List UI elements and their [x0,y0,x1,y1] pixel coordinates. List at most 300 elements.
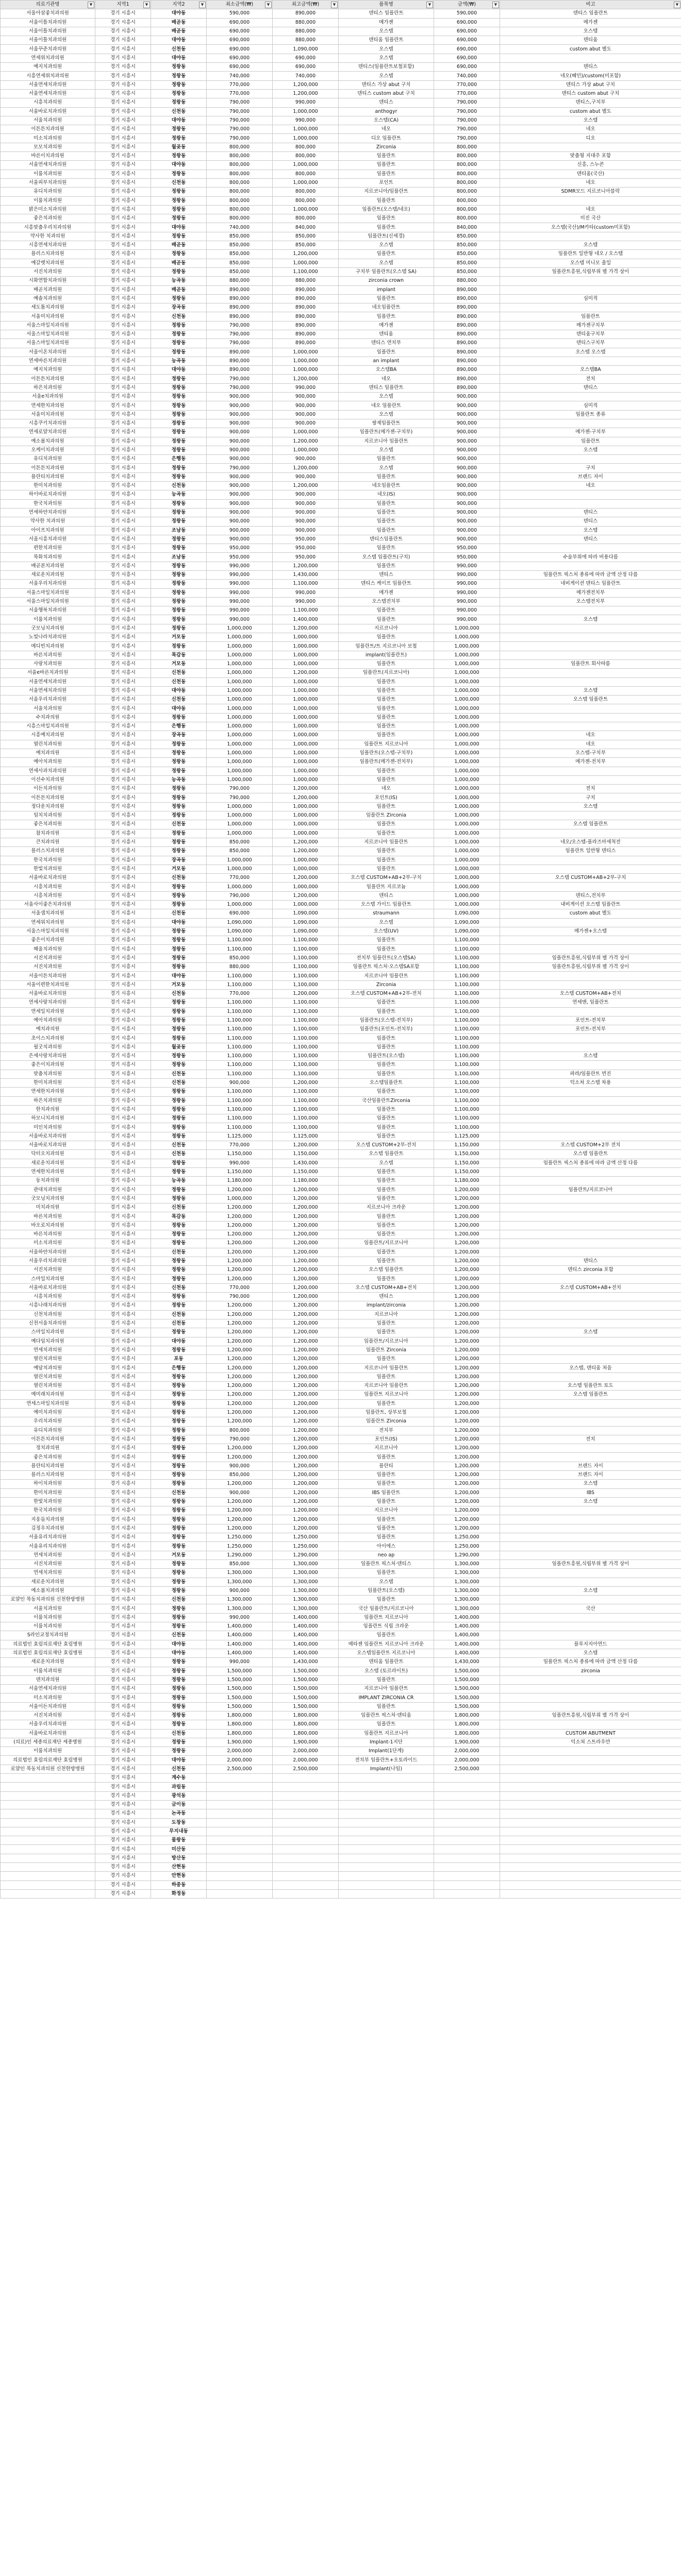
price-cell[interactable]: 1,200,000 [434,1364,500,1372]
region2-cell[interactable]: 거모동 [151,980,207,989]
clinic-name-cell[interactable]: 플러스치과의원 [1,1470,95,1479]
price-cell[interactable]: 1,090,000 [434,909,500,918]
max-price-cell[interactable]: 1,000,000 [273,134,339,143]
note-cell[interactable]: 파라/임플란트 면진 [500,1070,681,1078]
item-cell[interactable]: 지르코니아/임플란트 [339,188,434,196]
note-cell[interactable] [500,1578,681,1586]
region2-cell[interactable]: 신천동 [151,1248,207,1257]
clinic-name-cell[interactable]: 하은치과의원 [1,383,95,392]
clinic-name-cell[interactable]: 예담치과의원 [1,1364,95,1372]
item-cell[interactable]: 국산 임플란트/지르코니아 [339,1604,434,1613]
region2-cell[interactable]: 정왕동 [151,740,207,749]
clinic-name-cell[interactable]: 이튼튼치과의원 [1,793,95,802]
max-price-cell[interactable]: 950,000 [273,544,339,553]
min-price-cell[interactable]: 990,000 [207,562,273,570]
clinic-name-cell[interactable]: 배곧치과의원 [1,285,95,294]
region1-cell[interactable]: 경기 시흥시 [95,677,151,686]
item-cell[interactable]: 임플란트 [339,865,434,873]
item-cell[interactable]: 오스템 CUSTOM+AB+전치 [339,1283,434,1292]
region2-cell[interactable]: 장곡동 [151,856,207,865]
max-price-cell[interactable]: 800,000 [273,143,339,151]
region2-cell[interactable]: 정왕동 [151,401,207,410]
min-price-cell[interactable]: 1,200,000 [207,1275,273,1283]
price-cell[interactable]: 1,000,000 [434,722,500,731]
max-price-cell[interactable]: 1,200,000 [273,1515,339,1524]
min-price-cell[interactable]: 1,100,000 [207,936,273,945]
price-cell[interactable] [434,1809,500,1818]
note-cell[interactable] [500,1702,681,1711]
min-price-cell[interactable] [207,1774,273,1783]
region1-cell[interactable]: 경기 시흥시 [95,1248,151,1257]
region1-cell[interactable]: 경기 시흥시 [95,1372,151,1381]
region1-cell[interactable]: 경기 시흥시 [95,1185,151,1194]
item-cell[interactable]: 포인트(IS) [339,793,434,802]
price-cell[interactable]: 1,100,000 [434,1052,500,1061]
column-header[interactable]: 의료기관명 ▼ [1,1,95,9]
clinic-name-cell[interactable]: 연세스마일치과의원 [1,1399,95,1408]
min-price-cell[interactable]: 1,000,000 [207,749,273,757]
min-price-cell[interactable]: 1,200,000 [207,1328,273,1337]
clinic-name-cell[interactable]: 플란티치과의원 [1,472,95,481]
max-price-cell[interactable]: 1,200,000 [273,80,339,89]
item-cell[interactable]: 오스템 [339,72,434,80]
price-cell[interactable]: 890,000 [434,357,500,365]
min-price-cell[interactable]: 1,000,000 [207,642,273,651]
note-cell[interactable]: 오스템 임플란트 [500,820,681,829]
item-cell[interactable]: 임플란트 [339,1061,434,1070]
region2-cell[interactable]: 신천동 [151,669,207,677]
clinic-name-cell[interactable]: 연세로얄치과의원 [1,428,95,437]
region1-cell[interactable]: 경기 시흥시 [95,1043,151,1052]
note-cell[interactable]: 네오 [500,125,681,134]
min-price-cell[interactable]: 1,200,000 [207,1301,273,1310]
item-cell[interactable]: 지르코니아 [339,1444,434,1453]
clinic-name-cell[interactable]: 서울바로치과의원 [1,1141,95,1150]
region1-cell[interactable]: 경기 시흥시 [95,1275,151,1283]
clinic-name-cell[interactable]: 로얄인 목동치과의원 신천한방병원 [1,1596,95,1604]
region1-cell[interactable]: 경기 시흥시 [95,1488,151,1497]
region1-cell[interactable]: 경기 시흥시 [95,562,151,570]
region2-cell[interactable]: 정왕동 [151,1061,207,1070]
clinic-name-cell[interactable]: 서울치과의원 [1,116,95,125]
note-cell[interactable]: 덕소쳐 스트라우만 [500,1738,681,1747]
region2-cell[interactable]: 정왕동 [151,1105,207,1114]
price-cell[interactable]: 1,200,000 [434,1293,500,1301]
min-price-cell[interactable]: 1,100,000 [207,1105,273,1114]
min-price-cell[interactable]: 990,000 [207,580,273,588]
region2-cell[interactable]: 신천동 [151,1078,207,1087]
price-cell[interactable] [434,1863,500,1872]
note-cell[interactable]: 오스템 임플란트 [500,1150,681,1159]
clinic-name-cell[interactable]: 서울바로치과의원 [1,874,95,883]
region2-cell[interactable]: 정왕동 [151,713,207,722]
min-price-cell[interactable]: 1,200,000 [207,1310,273,1319]
region1-cell[interactable]: 경기 시흥시 [95,1346,151,1354]
note-cell[interactable]: 오스템 CUSTOM+AB+전치 [500,1283,681,1292]
region1-cell[interactable]: 경기 시흥시 [95,998,151,1007]
note-cell[interactable] [500,1675,681,1684]
min-price-cell[interactable]: 900,000 [207,393,273,401]
region2-cell[interactable]: 대야동 [151,161,207,170]
region1-cell[interactable]: 경기 시흥시 [95,1506,151,1515]
price-cell[interactable]: 1,300,000 [434,1578,500,1586]
clinic-name-cell[interactable] [1,1809,95,1818]
clinic-name-cell[interactable]: 서진치과의원 [1,267,95,276]
clinic-name-cell[interactable]: 초이스치과의원 [1,1034,95,1043]
clinic-name-cell[interactable]: 열린치과의원 [1,1382,95,1391]
region1-cell[interactable]: 경기 시흥시 [95,1319,151,1328]
item-cell[interactable]: 오스템(CA) [339,116,434,125]
min-price-cell[interactable]: 690,000 [207,18,273,27]
clinic-name-cell[interactable]: 바른치과의원 [1,651,95,659]
price-cell[interactable]: 990,000 [434,615,500,624]
region1-cell[interactable]: 경기 시흥시 [95,1078,151,1087]
note-cell[interactable] [500,1524,681,1533]
note-cell[interactable]: 메가젠+오스템 [500,927,681,936]
region1-cell[interactable]: 경기 시흥시 [95,597,151,606]
item-cell[interactable] [339,1818,434,1827]
max-price-cell[interactable]: 1,200,000 [273,1275,339,1283]
clinic-name-cell[interactable]: 열린치과의원 [1,1372,95,1381]
max-price-cell[interactable]: 1,400,000 [273,1640,339,1649]
max-price-cell[interactable]: 1,250,000 [273,1533,339,1542]
region1-cell[interactable]: 경기 시흥시 [95,1034,151,1043]
region1-cell[interactable]: 경기 시흥시 [95,1177,151,1185]
max-price-cell[interactable]: 990,000 [273,98,339,107]
min-price-cell[interactable]: 1,500,000 [207,1693,273,1702]
min-price-cell[interactable]: 800,000 [207,143,273,151]
item-cell[interactable]: 임플란트 [339,659,434,668]
price-cell[interactable]: 1,000,000 [434,838,500,846]
clinic-name-cell[interactable]: 연세한치과의원 [1,401,95,410]
item-cell[interactable]: 지르코니아 [339,1506,434,1515]
region2-cell[interactable]: 정왕동 [151,499,207,508]
price-cell[interactable]: 1,100,000 [434,1070,500,1078]
min-price-cell[interactable]: 1,400,000 [207,1622,273,1631]
max-price-cell[interactable]: 1,100,000 [273,1114,339,1123]
clinic-name-cell[interactable]: 서진치과의원 [1,954,95,962]
max-price-cell[interactable]: 1,100,000 [273,580,339,588]
clinic-name-cell[interactable]: 큰치과의원 [1,838,95,846]
region1-cell[interactable]: 경기 시흥시 [95,383,151,392]
region1-cell[interactable]: 경기 시흥시 [95,945,151,954]
price-cell[interactable]: 1,300,000 [434,1569,500,1578]
note-cell[interactable] [500,1827,681,1836]
region1-cell[interactable]: 경기 시흥시 [95,1470,151,1479]
region2-cell[interactable]: 신천동 [151,1310,207,1319]
min-price-cell[interactable]: 1,800,000 [207,1729,273,1738]
max-price-cell[interactable]: 1,150,000 [273,1167,339,1176]
min-price-cell[interactable]: 790,000 [207,793,273,802]
region1-cell[interactable]: 경기 시흥시 [95,1328,151,1337]
item-cell[interactable]: 덴티스 [339,98,434,107]
price-cell[interactable]: 1,200,000 [434,1426,500,1435]
region1-cell[interactable]: 경기 시흥시 [95,1167,151,1176]
min-price-cell[interactable]: 1,000,000 [207,811,273,820]
item-cell[interactable]: 임플란트 [339,1720,434,1729]
price-cell[interactable]: 1,100,000 [434,954,500,962]
item-cell[interactable]: 임플란트 지르코니아 [339,740,434,749]
price-cell[interactable]: 1,000,000 [434,642,500,651]
region1-cell[interactable]: 경기 시흥시 [95,1105,151,1114]
max-price-cell[interactable]: 1,000,000 [273,686,339,695]
clinic-name-cell[interactable]: 연세한치과의원 [1,1167,95,1176]
price-cell[interactable]: 1,800,000 [434,1729,500,1738]
clinic-name-cell[interactable]: 한국치과의원 [1,856,95,865]
clinic-name-cell[interactable]: 의료법인 효림의료재단 효림병원 [1,1640,95,1649]
region1-cell[interactable]: 경기 시흥시 [95,1301,151,1310]
price-cell[interactable]: 590,000 [434,9,500,18]
clinic-name-cell[interactable]: 연세한치과의원 [1,1088,95,1096]
min-price-cell[interactable]: 1,000,000 [207,883,273,891]
min-price-cell[interactable]: 1,000,000 [207,713,273,722]
clinic-name-cell[interactable] [1,1863,95,1872]
region2-cell[interactable]: 정왕동 [151,1738,207,1747]
region2-cell[interactable]: 정왕동 [151,1658,207,1667]
item-cell[interactable]: 오스템 [339,241,434,250]
clinic-name-cell[interactable]: 서울스마일치과의원 [1,339,95,348]
item-cell[interactable]: 오스템 CUSTOM+AB+2부-구치 [339,874,434,883]
min-price-cell[interactable]: 900,000 [207,428,273,437]
item-cell[interactable]: 덴티움 임플란트 [339,36,434,45]
min-price-cell[interactable]: 880,000 [207,277,273,285]
note-cell[interactable]: 임플란트 일반형 네오 / 오스템 [500,250,681,259]
region2-cell[interactable]: 정왕동 [151,1088,207,1096]
note-cell[interactable]: 수술부위에 따라 비용다름 [500,553,681,562]
price-cell[interactable]: 1,100,000 [434,989,500,998]
note-cell[interactable] [500,1613,681,1622]
note-cell[interactable]: 디오 [500,134,681,143]
max-price-cell[interactable]: 800,000 [273,188,339,196]
region1-cell[interactable]: 경기 시흥시 [95,1693,151,1702]
region2-cell[interactable]: 정왕동 [151,330,207,338]
region2-cell[interactable]: 신천동 [151,909,207,918]
note-cell[interactable] [500,1542,681,1551]
region1-cell[interactable]: 경기 시흥시 [95,731,151,740]
region1-cell[interactable]: 경기 시흥시 [95,1702,151,1711]
min-price-cell[interactable]: 900,000 [207,1488,273,1497]
price-cell[interactable]: 890,000 [434,285,500,294]
clinic-name-cell[interactable]: 서울이틀치과의원 [1,27,95,36]
min-price-cell[interactable]: 1,000,000 [207,686,273,695]
price-cell[interactable]: 1,000,000 [434,758,500,767]
max-price-cell[interactable] [273,1889,339,1898]
item-cell[interactable]: 임플란트 [339,214,434,223]
price-cell[interactable]: 900,000 [434,455,500,464]
min-price-cell[interactable]: 1,100,000 [207,998,273,1007]
note-cell[interactable] [500,1132,681,1141]
min-price-cell[interactable]: 1,100,000 [207,1034,273,1043]
min-price-cell[interactable]: 800,000 [207,196,273,205]
price-cell[interactable]: 1,000,000 [434,785,500,793]
item-cell[interactable]: 네오 임플란트 [339,401,434,410]
price-cell[interactable]: 690,000 [434,36,500,45]
region2-cell[interactable]: 정왕동 [151,615,207,624]
max-price-cell[interactable]: 1,200,000 [273,89,339,98]
note-cell[interactable]: 오스템 [500,615,681,624]
note-cell[interactable]: 덴티움구치부 [500,330,681,338]
item-cell[interactable]: 임플란트 [339,455,434,464]
item-cell[interactable]: 국산임플란트Zirconia [339,1096,434,1105]
note-cell[interactable]: 덴티스 [500,535,681,544]
region1-cell[interactable]: 경기 시흥시 [95,1462,151,1470]
price-cell[interactable]: 1,000,000 [434,704,500,713]
region1-cell[interactable]: 경기 시흥시 [95,214,151,223]
price-cell[interactable]: 880,000 [434,277,500,285]
region2-cell[interactable]: 정왕동 [151,1480,207,1488]
note-cell[interactable] [500,285,681,294]
item-cell[interactable]: zirconia crown [339,277,434,285]
price-cell[interactable]: 890,000 [434,321,500,330]
region1-cell[interactable]: 경기 시흥시 [95,1194,151,1203]
region1-cell[interactable]: 경기 시흥시 [95,1720,151,1729]
clinic-name-cell[interactable]: 임치치과의원 [1,811,95,820]
clinic-name-cell[interactable]: 서진치과의원 [1,963,95,972]
region1-cell[interactable]: 경기 시흥시 [95,1088,151,1096]
min-price-cell[interactable]: 1,000,000 [207,731,273,740]
clinic-name-cell[interactable] [1,1774,95,1783]
region1-cell[interactable]: 경기 시흥시 [95,1800,151,1809]
max-price-cell[interactable]: 1,200,000 [273,1141,339,1150]
region2-cell[interactable]: 정왕동 [151,393,207,401]
min-price-cell[interactable]: 890,000 [207,348,273,357]
max-price-cell[interactable]: 1,200,000 [273,1257,339,1265]
region1-cell[interactable]: 경기 시흥시 [95,838,151,846]
item-cell[interactable] [339,1854,434,1862]
max-price-cell[interactable] [273,1872,339,1880]
price-cell[interactable]: 800,000 [434,205,500,214]
region2-cell[interactable]: 정왕동 [151,472,207,481]
region2-cell[interactable]: 월곶동 [151,143,207,151]
note-cell[interactable] [500,1863,681,1872]
region1-cell[interactable]: 경기 시흥시 [95,1631,151,1640]
max-price-cell[interactable]: 1,000,000 [273,758,339,767]
price-cell[interactable]: 1,100,000 [434,1088,500,1096]
item-cell[interactable]: 덴티스 [339,891,434,900]
clinic-name-cell[interactable]: 정치과의원 [1,1444,95,1453]
item-cell[interactable]: 메가젠 [339,18,434,27]
price-cell[interactable]: 800,000 [434,143,500,151]
item-cell[interactable]: 메타젠 임플란트 지르코니아 크라운 [339,1640,434,1649]
item-cell[interactable]: IBS 임플란트 [339,1488,434,1497]
max-price-cell[interactable]: 1,100,000 [273,1034,339,1043]
clinic-name-cell[interactable]: 좋은이치과의원 [1,1061,95,1070]
region2-cell[interactable]: 정왕동 [151,1417,207,1426]
region2-cell[interactable]: 신천동 [151,1204,207,1212]
price-cell[interactable]: 850,000 [434,259,500,267]
region1-cell[interactable]: 경기 시흥시 [95,205,151,214]
clinic-name-cell[interactable]: 미인치과의원 [1,1123,95,1132]
region1-cell[interactable]: 경기 시흥시 [95,1675,151,1684]
price-cell[interactable]: 990,000 [434,588,500,597]
clinic-name-cell[interactable]: 이튼튼치과의원 [1,375,95,383]
note-cell[interactable]: 임플란트 픽스처 종류에 따라 금액 산정 다름 [500,571,681,580]
note-cell[interactable] [500,1889,681,1898]
max-price-cell[interactable]: 1,090,000 [273,45,339,54]
region2-cell[interactable]: 정왕동 [151,1016,207,1025]
price-cell[interactable]: 1,000,000 [434,713,500,722]
region2-cell[interactable]: 신천동 [151,1319,207,1328]
price-cell[interactable]: 990,000 [434,606,500,615]
min-price-cell[interactable] [207,1863,273,1872]
clinic-name-cell[interactable]: 서울e치과의원 [1,393,95,401]
note-cell[interactable] [500,980,681,989]
price-cell[interactable]: 1,000,000 [434,696,500,704]
note-cell[interactable] [500,1177,681,1185]
region1-cell[interactable]: 경기 시흥시 [95,642,151,651]
min-price-cell[interactable]: 800,000 [207,152,273,161]
max-price-cell[interactable]: 1,200,000 [273,1337,339,1346]
region1-cell[interactable]: 경기 시흥시 [95,196,151,205]
max-price-cell[interactable]: 1,090,000 [273,927,339,936]
note-cell[interactable]: 브랜드 자이 [500,1462,681,1470]
price-cell[interactable]: 1,200,000 [434,1212,500,1221]
region1-cell[interactable]: 경기 시흥시 [95,188,151,196]
region1-cell[interactable]: 경기 시흥시 [95,1204,151,1212]
region2-cell[interactable]: 정왕동 [151,562,207,570]
item-cell[interactable]: 임플란트 [339,508,434,517]
item-cell[interactable]: 임플란트 [339,152,434,161]
max-price-cell[interactable]: 690,000 [273,63,339,72]
region2-cell[interactable]: 정왕동 [151,188,207,196]
region2-cell[interactable]: 대야동 [151,366,207,375]
region1-cell[interactable]: 경기 시흥시 [95,1159,151,1167]
region2-cell[interactable]: 대야동 [151,704,207,713]
region2-cell[interactable]: 신천동 [151,696,207,704]
min-price-cell[interactable]: 1,200,000 [207,1408,273,1417]
price-cell[interactable]: 1,500,000 [434,1685,500,1693]
price-cell[interactable]: 1,200,000 [434,1266,500,1275]
note-cell[interactable]: 포인트-전치부 [500,1016,681,1025]
note-cell[interactable] [500,1818,681,1827]
item-cell[interactable]: 지르코니아 [339,624,434,633]
max-price-cell[interactable]: 1,250,000 [273,1542,339,1551]
price-cell[interactable]: 1,400,000 [434,1622,500,1631]
max-price-cell[interactable]: 950,000 [273,553,339,562]
max-price-cell[interactable]: 1,200,000 [273,1328,339,1337]
region1-cell[interactable]: 경기 시흥시 [95,1872,151,1880]
clinic-name-cell[interactable]: 해울치과의원 [1,945,95,954]
item-cell[interactable]: 덴티스 custom abut 구치 [339,89,434,98]
clinic-name-cell[interactable]: 서울미치과의원 [1,312,95,321]
note-cell[interactable]: 오스템 미니모 출일 [500,259,681,267]
clinic-name-cell[interactable]: 서울이튼치과의원 [1,972,95,980]
clinic-name-cell[interactable]: 굿모닝치과의원 [1,1194,95,1203]
item-cell[interactable]: straumann [339,909,434,918]
region1-cell[interactable]: 경기 시흥시 [95,1408,151,1417]
note-cell[interactable]: 메가젠전치부 [500,588,681,597]
clinic-name-cell[interactable]: 서울연세치과의원 [1,686,95,695]
clinic-name-cell[interactable]: 예아치과의원 [1,1016,95,1025]
clinic-name-cell[interactable]: 연세위치과의원 [1,54,95,62]
clinic-name-cell[interactable]: 굿모닝치과의원 [1,624,95,633]
clinic-name-cell[interactable]: 이룸치과의원 [1,1667,95,1675]
min-price-cell[interactable]: 790,000 [207,125,273,134]
price-cell[interactable]: 1,100,000 [434,1043,500,1052]
min-price-cell[interactable]: 800,000 [207,188,273,196]
max-price-cell[interactable]: 1,100,000 [273,1070,339,1078]
clinic-name-cell[interactable]: 플러스치과의원 [1,847,95,856]
region2-cell[interactable]: 정왕동 [151,1266,207,1275]
price-cell[interactable] [434,1800,500,1809]
region1-cell[interactable]: 경기 시흥시 [95,80,151,89]
region2-cell[interactable]: 신천동 [151,820,207,829]
max-price-cell[interactable]: 2,000,000 [273,1747,339,1756]
region2-cell[interactable]: 신천동 [151,482,207,490]
price-cell[interactable]: 1,200,000 [434,1506,500,1515]
note-cell[interactable] [500,1088,681,1096]
price-cell[interactable]: 800,000 [434,178,500,187]
